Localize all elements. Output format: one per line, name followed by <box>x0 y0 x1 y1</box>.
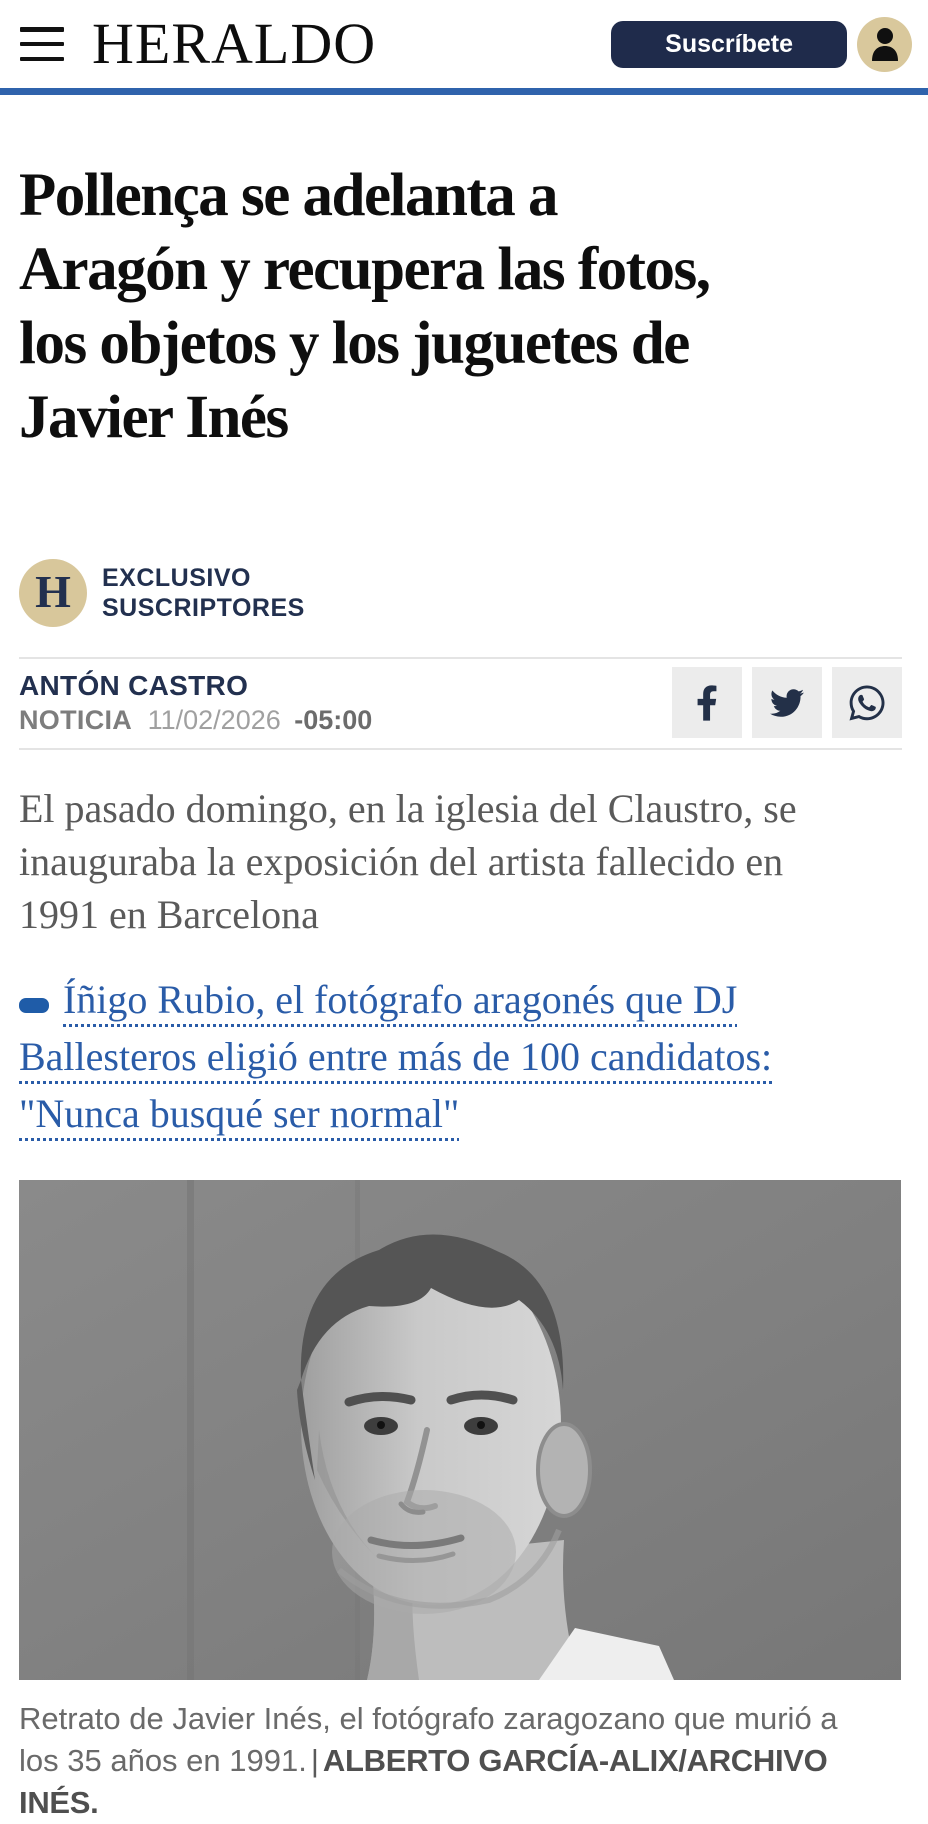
share-twitter-button[interactable] <box>752 667 822 738</box>
facebook-icon <box>696 685 718 721</box>
share-buttons <box>672 667 902 738</box>
author-name[interactable]: ANTÓN CASTRO <box>19 669 249 701</box>
article <box>0 159 928 1824</box>
byline-bar <box>19 657 902 750</box>
exclusive-badge <box>19 559 902 627</box>
heraldo-h-badge-icon: H <box>19 559 87 627</box>
menu-icon[interactable] <box>20 25 64 63</box>
article-figure <box>19 1180 902 1824</box>
related-article-link[interactable]: Íñigo Rubio, el fotógrafo aragonés que DJ Ballesteros eligió entre más de 100 candidatos: "Nunca busqué ser normal" <box>19 977 773 1136</box>
share-whatsapp-button[interactable] <box>832 667 902 738</box>
photo-caption <box>19 1698 849 1824</box>
caption-credit: ALBERTO GARCÍA-ALIX/ARCHIVO INÉS. <box>19 1743 828 1820</box>
user-icon <box>870 27 900 61</box>
share-facebook-button[interactable] <box>672 667 742 738</box>
whatsapp-icon <box>849 683 885 723</box>
user-account-button[interactable] <box>857 17 912 72</box>
site-header <box>0 0 928 88</box>
article-photo <box>19 1180 901 1680</box>
accent-bar <box>0 88 928 95</box>
badge-line-1: EXCLUSIVO <box>102 564 251 592</box>
article-lede: El pasado domingo, en la iglesia del Claustro, se inauguraba la exposición del artista fallecido en 1991 en Barcelona <box>19 786 797 937</box>
bullet-icon <box>19 998 49 1013</box>
twitter-icon <box>767 686 807 720</box>
publish-date: 11/02/2026 <box>147 704 281 735</box>
article-meta <box>19 705 372 736</box>
subscribe-button[interactable]: Suscríbete <box>611 21 847 68</box>
article-type-label: NOTICIA <box>19 704 133 735</box>
badge-line-2: SUSCRIPTORES <box>102 594 305 622</box>
caption-separator: | <box>310 1743 319 1778</box>
caption-text: Retrato de Javier Inés, el fotógrafo zaragozano que murió a los 35 años en 1991. <box>19 1701 838 1778</box>
byline-info <box>19 670 372 736</box>
header-actions <box>611 17 912 72</box>
article-headline: Pollença se adelanta a Aragón y recupera las fotos, los objetos y los juguetes de Javier Inés <box>19 162 710 451</box>
heraldo-logo[interactable]: HERALDO <box>92 11 377 76</box>
publish-time: -05:00 <box>294 704 373 735</box>
related-link-item <box>19 971 819 1142</box>
exclusive-badge-label <box>102 563 305 623</box>
